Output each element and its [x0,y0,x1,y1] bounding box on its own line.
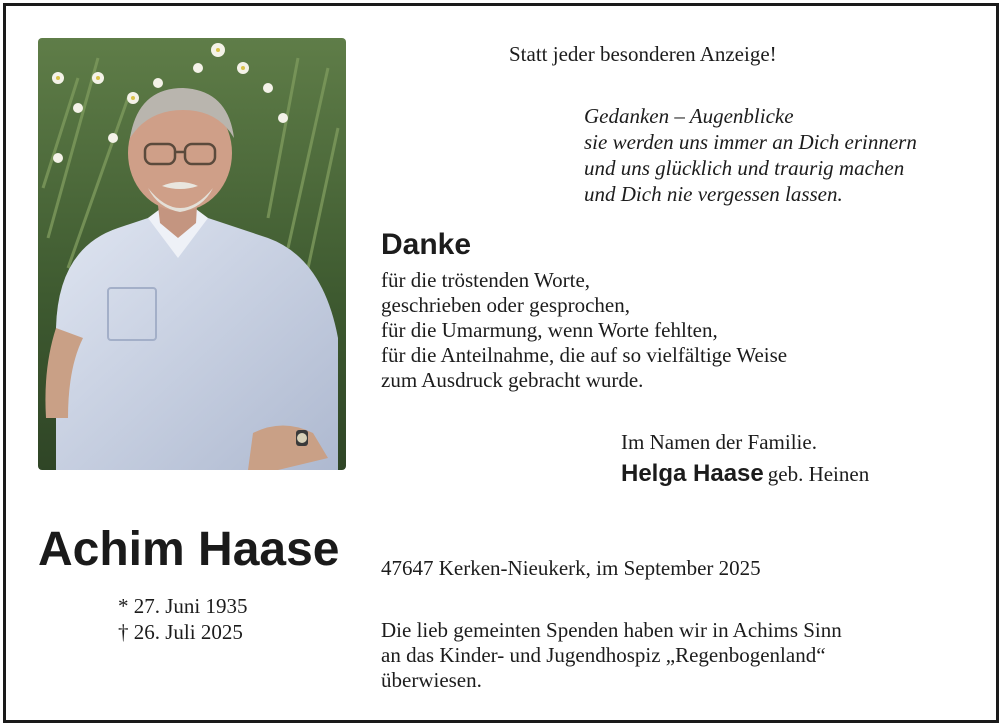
portrait-photo [38,38,346,470]
birth-symbol: * [118,594,129,618]
birth-date-row [118,593,248,619]
thanks-line: zum Ausdruck gebracht wurde. [381,368,644,392]
notice-heading: Statt jeder besonderen Anzeige! [509,42,777,66]
death-symbol: † [118,620,129,644]
life-dates [118,593,248,645]
birth-date: 27. Juni 1935 [133,594,248,618]
signature [621,460,869,488]
thanks-line: für die Anteilnahme, die auf so vielfältige Weise [381,343,788,367]
poem-line: sie werden uns immer an Dich erinnern [584,130,917,154]
poem-line: und uns glücklich und traurig machen [584,156,905,180]
signer-name: Helga Haase [621,460,764,487]
thanks-line: für die tröstenden Worte, [381,268,591,292]
signer-maiden-name: geb. Heinen [767,462,870,486]
poem [584,103,917,207]
family-intro: Im Namen der Familie. [621,430,817,454]
poem-line: Gedanken – Augenblicke [584,104,794,128]
donation-line: an das Kinder- und Jugendhospiz „Regenbogenland“ [381,643,826,667]
deceased-name: Achim Haase [38,523,340,576]
donation-line: überwiesen. [381,668,482,692]
poem-line: und Dich nie vergessen lassen. [584,182,843,206]
death-date: 26. Juli 2025 [133,620,243,644]
thanks-line: für die Umarmung, wenn Worte fehlten, [381,318,718,342]
donation-note [381,618,842,693]
donation-line: Die lieb gemeinten Spenden haben wir in Achims Sinn [381,618,842,642]
thanks-line: geschrieben oder gesprochen, [381,293,630,317]
place-and-date: 47647 Kerken-Nieukerk, im September 2025 [381,556,761,580]
thanks-title: Danke [381,228,472,261]
thanks-text [381,268,787,393]
death-date-row [118,619,248,645]
